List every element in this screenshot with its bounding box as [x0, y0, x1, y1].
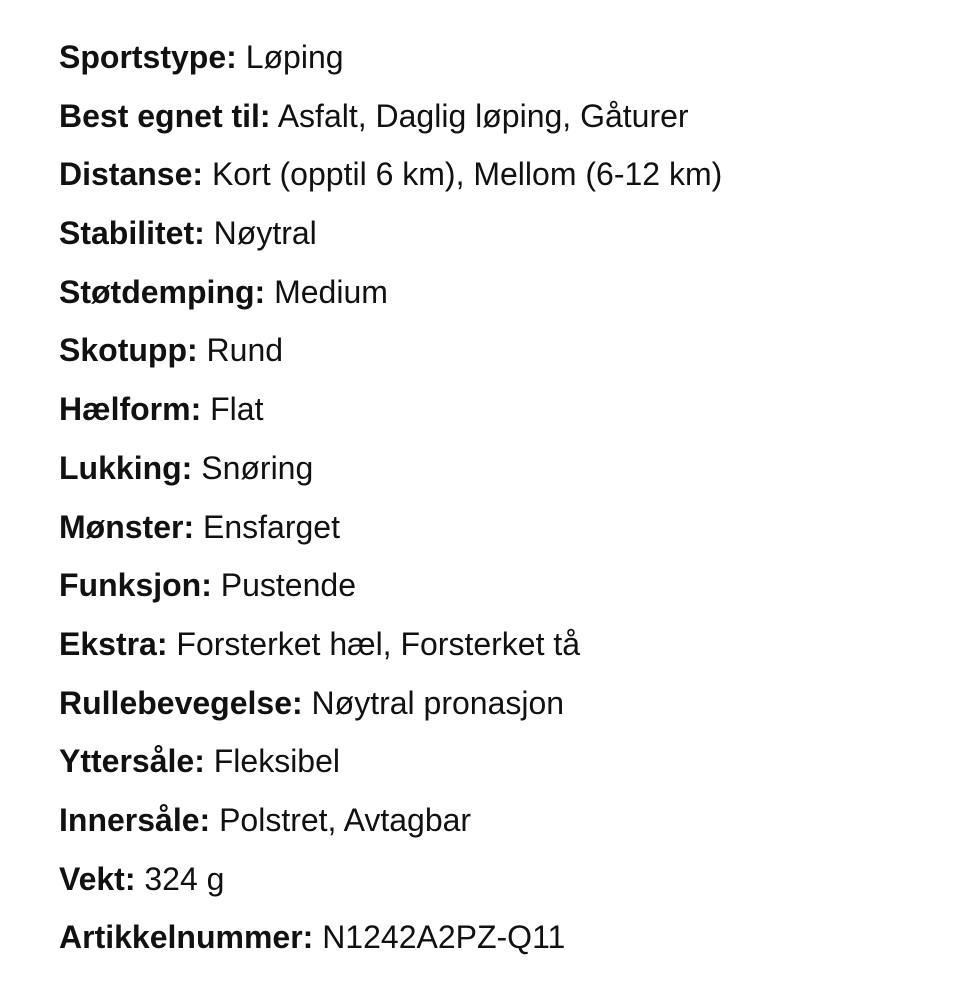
spec-value: Pustende	[220, 567, 356, 604]
spec-row-yttersale	[59, 738, 960, 797]
spec-label: Stabilitet:	[59, 215, 205, 252]
spec-value: N1242A2PZ-Q11	[322, 919, 566, 956]
spec-value: Forsterket hæl, Forsterket tå	[176, 625, 581, 662]
spec-row-lukking	[59, 445, 960, 504]
spec-label: Rullebevegelse:	[59, 684, 303, 721]
spec-value: 324 g	[144, 860, 225, 897]
spec-value: Polstret, Avtagbar	[219, 801, 472, 838]
spec-row-monster	[59, 504, 960, 563]
spec-label: Lukking:	[59, 449, 193, 486]
spec-row-stotdemping	[59, 269, 960, 328]
spec-value: Snøring	[201, 449, 314, 486]
spec-value: Løping	[245, 39, 344, 75]
spec-value: Nøytral	[213, 215, 317, 252]
spec-label: Hælform:	[59, 391, 202, 428]
spec-label: Funksjon:	[59, 567, 212, 604]
spec-label: Skotupp:	[59, 332, 198, 369]
spec-row-best-egnet-til	[59, 93, 960, 152]
spec-value: Kort (opptil 6 km), Mellom (6-12 km)	[211, 156, 723, 193]
spec-row-ekstra	[59, 621, 960, 680]
spec-row-funksjon	[59, 562, 960, 621]
spec-row-artikkelnummer	[59, 914, 960, 973]
spec-row-distanse	[59, 151, 960, 210]
spec-row-vekt	[59, 856, 960, 915]
spec-label: Mønster:	[59, 508, 195, 545]
spec-label: Vekt:	[59, 860, 136, 897]
spec-row-sportstype	[59, 34, 960, 93]
spec-row-haelform	[59, 386, 960, 445]
spec-label: Støtdemping:	[59, 273, 266, 310]
spec-row-innersale	[59, 797, 960, 856]
spec-value: Medium	[274, 273, 388, 310]
spec-row-skotupp	[59, 327, 960, 386]
spec-label: Ekstra:	[59, 625, 168, 662]
spec-value: Rund	[206, 332, 284, 369]
spec-value: Fleksibel	[213, 743, 340, 780]
spec-label: Sportstype:	[59, 39, 237, 75]
spec-label: Best egnet til:	[59, 97, 271, 134]
spec-label: Artikkelnummer:	[59, 919, 314, 956]
spec-value: Asfalt, Daglig løping, Gåturer	[277, 97, 689, 134]
spec-label: Distanse:	[59, 156, 204, 193]
spec-label: Yttersåle:	[59, 743, 205, 780]
spec-label: Innersåle:	[59, 801, 211, 838]
spec-value: Ensfarget	[203, 508, 340, 545]
spec-value: Nøytral pronasjon	[311, 684, 565, 721]
spec-row-rullebevegelse	[59, 680, 960, 739]
spec-row-stabilitet	[59, 210, 960, 269]
spec-value: Flat	[210, 391, 264, 428]
